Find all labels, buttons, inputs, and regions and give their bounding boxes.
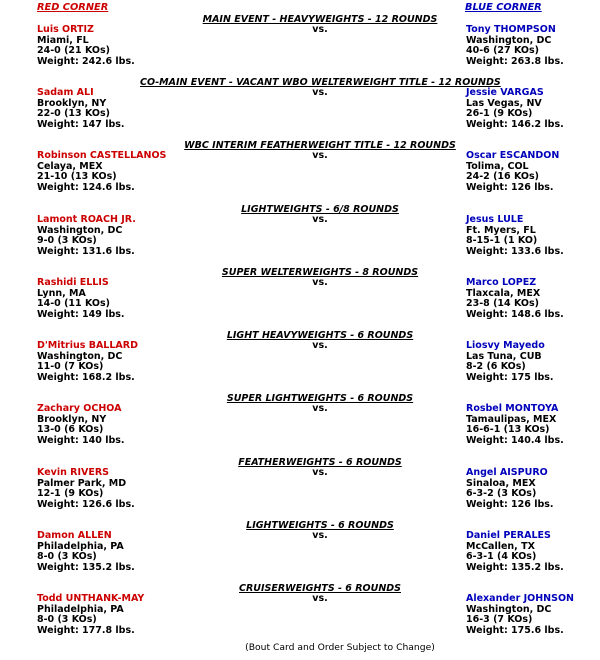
fighter-record: 8-0 (3 KOs) <box>37 614 97 626</box>
fighter-weight: Weight: 148.6 lbs. <box>466 308 564 320</box>
bout-title: LIGHTWEIGHTS - 6 ROUNDS <box>246 520 394 531</box>
red-fighter <box>37 151 166 193</box>
fighter-hometown: Washington, DC <box>466 603 552 615</box>
bout-title: FEATHERWEIGHTS - 6 ROUNDS <box>238 457 402 468</box>
vs-label: vs. <box>312 403 328 414</box>
fighter-record: 22-0 (13 KOs) <box>37 108 110 120</box>
fighter-name: Rosbel MONTOYA <box>466 403 559 414</box>
fighter-record: 21-10 (13 KOs) <box>37 171 117 183</box>
fighter-record: 8-15-1 (1 KO) <box>466 235 538 247</box>
fighter-hometown: Washington, DC <box>466 34 552 46</box>
fighter-hometown: Washington, DC <box>37 350 123 362</box>
fighter-weight: Weight: 168.2 lbs. <box>37 371 135 383</box>
red-fighter <box>37 404 125 446</box>
blue-fighter <box>466 594 574 636</box>
blue-fighter <box>466 151 559 193</box>
fighter-name: Rashidi ELLIS <box>37 277 109 288</box>
bout-title: LIGHTWEIGHTS - 6/8 ROUNDS <box>241 204 399 215</box>
fighter-name: Daniel PERALES <box>466 530 551 541</box>
fighter-hometown: Philadelphia, PA <box>37 540 124 552</box>
fighter-name: Jesus LULE <box>466 214 524 225</box>
fighter-record: 12-1 (9 KOs) <box>37 488 104 500</box>
fighter-weight: Weight: 177.8 lbs. <box>37 624 135 636</box>
fighter-record: 8-0 (3 KOs) <box>37 551 97 563</box>
fighter-name: Angel AISPURO <box>466 467 548 478</box>
fighter-name: D'Mitrius BALLARD <box>37 340 138 351</box>
fighter-hometown: Brooklyn, NY <box>37 413 107 425</box>
fighter-hometown: Washington, DC <box>37 224 123 236</box>
vs-label: vs. <box>312 593 328 604</box>
fighter-hometown: Tolima, COL <box>466 160 529 172</box>
bout-title: CO-MAIN EVENT - VACANT WBO WELTERWEIGHT TITLE - 12 ROUNDS <box>140 77 501 88</box>
fighter-name: Sadam ALI <box>37 87 94 98</box>
fighter-weight: Weight: 146.2 lbs. <box>466 118 564 130</box>
fighter-record: 40-6 (27 KOs) <box>466 45 539 57</box>
footer-note: (Bout Card and Order Subject to Change) <box>245 642 435 653</box>
fighter-name: Tony THOMPSON <box>466 24 556 35</box>
fighter-weight: Weight: 149 lbs. <box>37 308 125 320</box>
blue-fighter <box>466 215 564 257</box>
fighter-hometown: Celaya, MEX <box>37 160 103 172</box>
fighter-name: Jessie VARGAS <box>466 87 544 98</box>
fighter-weight: Weight: 135.2 lbs. <box>37 561 135 573</box>
fighter-record: 23-8 (14 KOs) <box>466 298 539 310</box>
fighter-hometown: Brooklyn, NY <box>37 97 107 109</box>
red-fighter <box>37 594 144 636</box>
fighter-record: 24-2 (16 KOs) <box>466 171 539 183</box>
fighter-hometown: McCallen, TX <box>466 540 535 552</box>
fighter-name: Lamont ROACH JR. <box>37 214 136 225</box>
blue-fighter <box>466 88 564 130</box>
red-fighter <box>37 25 135 67</box>
fighter-hometown: Ft. Myers, FL <box>466 224 536 236</box>
fighter-weight: Weight: 175.6 lbs. <box>466 624 564 636</box>
fighter-name: Todd UNTHANK-MAY <box>37 593 145 604</box>
red-fighter <box>37 468 135 510</box>
fighter-weight: Weight: 124.6 lbs. <box>37 181 135 193</box>
vs-label: vs. <box>312 214 328 225</box>
bout-title: SUPER LIGHTWEIGHTS - 6 ROUNDS <box>226 393 414 404</box>
fighter-weight: Weight: 126.6 lbs. <box>37 498 135 510</box>
fighter-name: Kevin RIVERS <box>37 467 110 478</box>
fighter-name: Damon ALLEN <box>37 530 112 541</box>
vs-label: vs. <box>312 467 328 478</box>
fighter-hometown: Palmer Park, MD <box>37 477 127 489</box>
blue-fighter <box>466 278 564 320</box>
fighter-hometown: Lynn, MA <box>37 287 86 299</box>
fighter-weight: Weight: 263.8 lbs. <box>466 55 564 67</box>
fighter-weight: Weight: 126 lbs. <box>466 498 554 510</box>
fighter-record: 16-6-1 (13 KOs) <box>466 424 550 436</box>
vs-label: vs. <box>312 530 328 541</box>
fighter-hometown: Las Vegas, NV <box>466 97 542 109</box>
vs-label: vs. <box>312 87 328 98</box>
vs-label: vs. <box>312 340 328 351</box>
fighter-weight: Weight: 131.6 lbs. <box>37 245 135 257</box>
fighter-record: 13-0 (6 KOs) <box>37 424 104 436</box>
fighter-hometown: Philadelphia, PA <box>37 603 124 615</box>
fighter-name: Oscar ESCANDON <box>466 150 560 161</box>
vs-label: vs. <box>312 24 328 35</box>
fighter-weight: Weight: 126 lbs. <box>466 181 554 193</box>
fighter-record: 6-3-2 (3 KOs) <box>466 488 537 500</box>
fighter-hometown: Tamaulipas, MEX <box>466 413 557 425</box>
fighter-name: Robinson CASTELLANOS <box>37 150 167 161</box>
fighter-weight: Weight: 147 lbs. <box>37 118 125 130</box>
red-corner-header: RED CORNER <box>37 2 109 13</box>
fighter-record: 6-3-1 (4 KOs) <box>466 551 537 563</box>
red-fighter <box>37 341 138 383</box>
fighter-record: 16-3 (7 KOs) <box>466 614 533 626</box>
fighter-name: Luis ORTIZ <box>37 24 94 35</box>
blue-fighter <box>466 468 554 510</box>
bout-title: SUPER WELTERWEIGHTS - 8 ROUNDS <box>221 267 419 278</box>
red-fighter <box>37 88 125 130</box>
red-fighter <box>37 531 135 573</box>
fighter-record: 11-0 (7 KOs) <box>37 361 104 373</box>
blue-fighter <box>466 404 564 446</box>
vs-label: vs. <box>312 277 328 288</box>
red-fighter <box>37 278 125 320</box>
fighter-hometown: Las Tuna, CUB <box>466 350 542 362</box>
blue-fighter <box>466 341 554 383</box>
fighter-record: 24-0 (21 KOs) <box>37 45 110 57</box>
fighter-weight: Weight: 175 lbs. <box>466 371 554 383</box>
fighter-record: 14-0 (11 KOs) <box>37 298 110 310</box>
bout-title: WBC INTERIM FEATHERWEIGHT TITLE - 12 ROUNDS <box>184 140 456 151</box>
fighter-weight: Weight: 135.2 lbs. <box>466 561 564 573</box>
fighter-name: Alexander JOHNSON <box>466 593 574 604</box>
fighter-weight: Weight: 133.6 lbs. <box>466 245 564 257</box>
fighter-name: Zachary OCHOA <box>37 403 122 414</box>
fighter-record: 26-1 (9 KOs) <box>466 108 533 120</box>
fighter-hometown: Miami, FL <box>37 34 89 46</box>
fighter-weight: Weight: 140 lbs. <box>37 434 125 446</box>
bout-title: MAIN EVENT - HEAVYWEIGHTS - 12 ROUNDS <box>202 14 438 25</box>
blue-fighter <box>466 25 564 67</box>
fighter-weight: Weight: 140.4 lbs. <box>466 434 564 446</box>
fighter-record: 9-0 (3 KOs) <box>37 235 97 247</box>
fighter-name: Marco LOPEZ <box>466 277 537 288</box>
fighter-record: 8-2 (6 KOs) <box>466 361 526 373</box>
fighter-hometown: Sinaloa, MEX <box>466 477 536 489</box>
fighter-hometown: Tlaxcala, MEX <box>466 287 541 299</box>
red-fighter <box>37 215 136 257</box>
bout-title: LIGHT HEAVYWEIGHTS - 6 ROUNDS <box>226 330 414 341</box>
blue-fighter <box>466 531 564 573</box>
bout-title: CRUISERWEIGHTS - 6 ROUNDS <box>238 583 401 594</box>
fighter-name: Liosvy Mayedo <box>466 340 545 351</box>
fighter-weight: Weight: 242.6 lbs. <box>37 55 135 67</box>
vs-label: vs. <box>312 150 328 161</box>
blue-corner-header: BLUE CORNER <box>465 2 542 13</box>
